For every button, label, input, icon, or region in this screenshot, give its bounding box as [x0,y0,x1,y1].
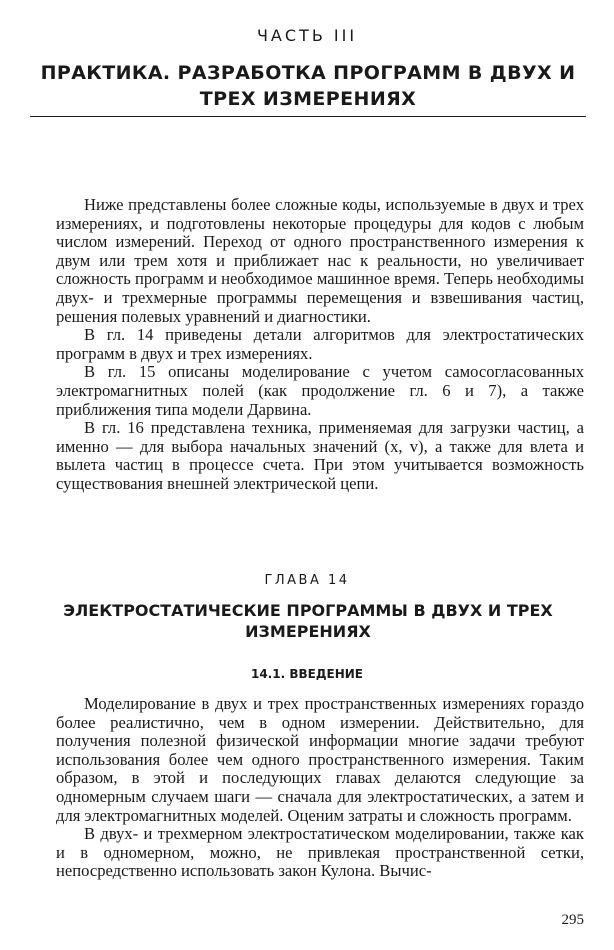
section-paragraph: В двух- и трехмерном электростатическом моделировании, также как и в одномерном, можно, не привлекая пространственной сетки, непосредственно использовать закон Кулона. Вычис- [56,824,584,881]
section-body [56,695,584,881]
chapter-title: ЭЛЕКТРОСТАТИЧЕСКИЕ ПРОГРАММЫ В ДВУХ И ТРЕХ ИЗМЕРЕНИЯХ [63,601,553,641]
intro-paragraph: В гл. 14 приведены детали алгоритмов для электростатических программ в двух и трех измерениях. [56,325,584,363]
page-number: 295 [561,912,584,928]
part-title: ПРАКТИКА. РАЗРАБОТКА ПРОГРАММ В ДВУХ И ТРЕХ ИЗМЕРЕНИЯХ [40,62,576,110]
section-title: 14.1. ВВЕДЕНИЕ [250,667,363,681]
part-label: ЧАСТЬ III [256,26,358,45]
intro-paragraph: В гл. 16 представлена техника, применяемая для загрузки частиц, а именно — для выбора начальных значений (x, v), а также для влета и вылета частиц в процессе счета. При этом учитывается возможность существования внешней электрической цепи. [56,418,584,493]
intro-paragraph: Ниже представлены более сложные коды, используемые в двух и трех измерениях, и подготовлены некоторые процедуры для кодов с любым числом измерений. Переход от одного пространственного измерения к двум или трем хотя и приближает нас к реальности, но увеличивает сложность программ и необходимое машинное время. Теперь необходимы двух- и трехмерные программы перемещения и взвешивания частиц, решения полевых уравнений и диагностики. [56,195,584,326]
title-rule [30,116,586,117]
chapter-label: ГЛАВА 14 [264,573,350,588]
intro-paragraph: В гл. 15 описаны моделирование с учетом самосогласованных электромагнитных полей (как продолжение гл. 6 и 7), а также приближения типа модели Дарвина. [56,362,584,419]
section-paragraph: Моделирование в двух и трех пространственных измерениях гораздо более реалистично, чем в одном измерении. Действительно, для получения полезной физической информации многие задачи требуют использования более чем одного пространственного измерения. Таким образом, в этой и последующих главах делаются следующие за одномерным случаем шаги — сначала для электростатических, а затем и для электромагнитных моделей. Оценим затраты и сложность программ. [56,694,584,825]
part-introduction [56,196,584,494]
